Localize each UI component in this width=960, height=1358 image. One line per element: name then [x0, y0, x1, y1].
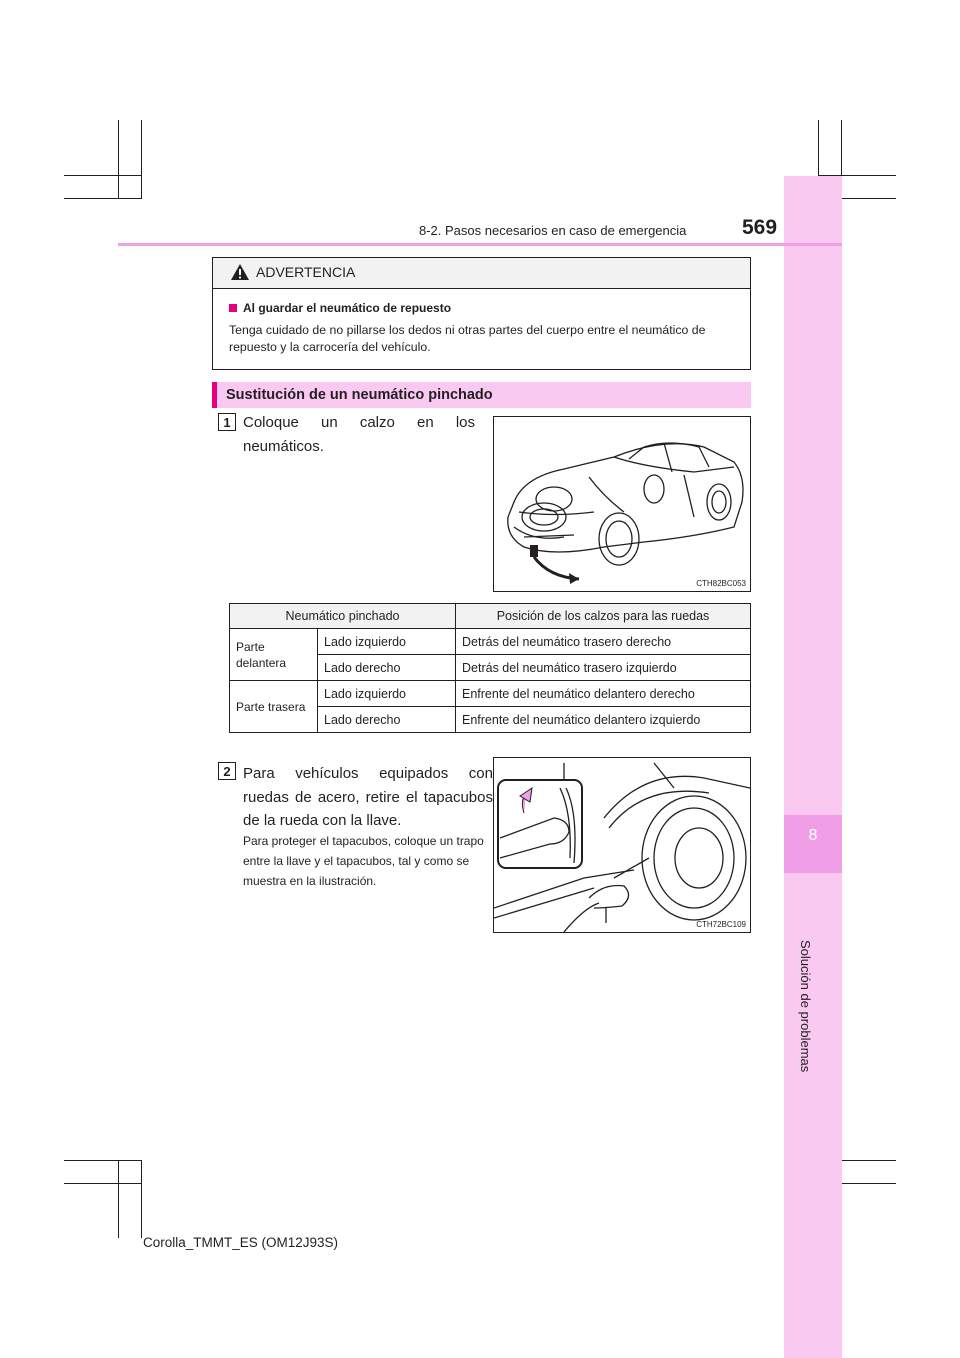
- step-text: Para vehículos equipados con ruedas de acero, retire el tapacubos de la rueda con la llave.: [243, 765, 493, 829]
- table-cell-position: Enfrente del neumático delantero izquierdo: [456, 707, 751, 733]
- crop-mark: [141, 120, 142, 198]
- car-illustration: [494, 417, 750, 591]
- table-cell-position: Detrás del neumático trasero izquierdo: [456, 655, 751, 681]
- crop-mark: [118, 120, 119, 198]
- warning-subtitle: [229, 301, 451, 315]
- table-cell-side: Lado derecho: [318, 655, 456, 681]
- figure-code: CTH82BC053: [696, 579, 746, 588]
- bullet-square-icon: [229, 304, 237, 312]
- crop-mark: [64, 1183, 142, 1184]
- section-heading-text: Sustitución de un neumático pinchado: [226, 387, 493, 403]
- step-number: 2: [218, 762, 236, 780]
- car-chock-illustration: [493, 416, 751, 592]
- section-heading: [212, 382, 751, 408]
- section-header: 8-2. Pasos necesarios en caso de emergencia: [419, 223, 687, 238]
- table-row: [230, 681, 751, 707]
- table-cell-part: Parte delantera: [230, 629, 318, 681]
- table-header-row: [230, 604, 751, 629]
- table-header: Posición de los calzos para las ruedas: [456, 604, 751, 629]
- crop-mark: [64, 175, 142, 176]
- table-cell-side: Lado izquierdo: [318, 681, 456, 707]
- chapter-number: 8: [808, 827, 818, 844]
- crop-mark: [64, 198, 142, 199]
- page-number: 569: [742, 216, 778, 239]
- step-text: Coloque un calzo en los neumáticos.: [243, 414, 475, 455]
- crop-mark: [118, 1160, 119, 1238]
- table-header: Neumático pinchado: [230, 604, 456, 629]
- warning-title: ADVERTENCIA: [256, 264, 356, 280]
- warning-box: [212, 257, 751, 370]
- table-cell-position: Enfrente del neumático delantero derecho: [456, 681, 751, 707]
- table-cell-part: Parte trasera: [230, 681, 318, 733]
- step-note: Para proteger el tapacubos, coloque un trapo entre la llave y el tapacubos, tal y como se muestra en la ilustración.: [243, 834, 484, 888]
- figure-code: CTH72BC109: [696, 920, 746, 929]
- warning-header: [213, 258, 750, 289]
- hubcap-illustration: [494, 758, 750, 932]
- table-cell-position: Detrás del neumático trasero derecho: [456, 629, 751, 655]
- step-number: 1: [218, 413, 236, 431]
- footer-document-id: Corolla_TMMT_ES (OM12J93S): [143, 1235, 339, 1250]
- chapter-side-band: [784, 176, 842, 1358]
- crop-mark: [141, 1160, 142, 1238]
- section-heading-bar: [212, 382, 217, 408]
- table-cell-side: Lado derecho: [318, 707, 456, 733]
- table-cell-side: Lado izquierdo: [318, 629, 456, 655]
- warning-triangle-icon: [230, 263, 250, 281]
- chapter-title: Solución de problemas: [798, 940, 813, 1073]
- header-rule: [118, 243, 842, 246]
- warning-subtitle-text: Al guardar el neumático de repuesto: [243, 301, 452, 315]
- table-row: [230, 629, 751, 655]
- hubcap-removal-illustration: [493, 757, 751, 933]
- warning-body: Tenga cuidado de no pillarse los dedos ni otras partes del cuerpo entre el neumático de repuesto y la carrocería del vehículo.: [229, 323, 706, 354]
- wheel-chock-table: [229, 603, 751, 733]
- crop-mark: [64, 1160, 142, 1161]
